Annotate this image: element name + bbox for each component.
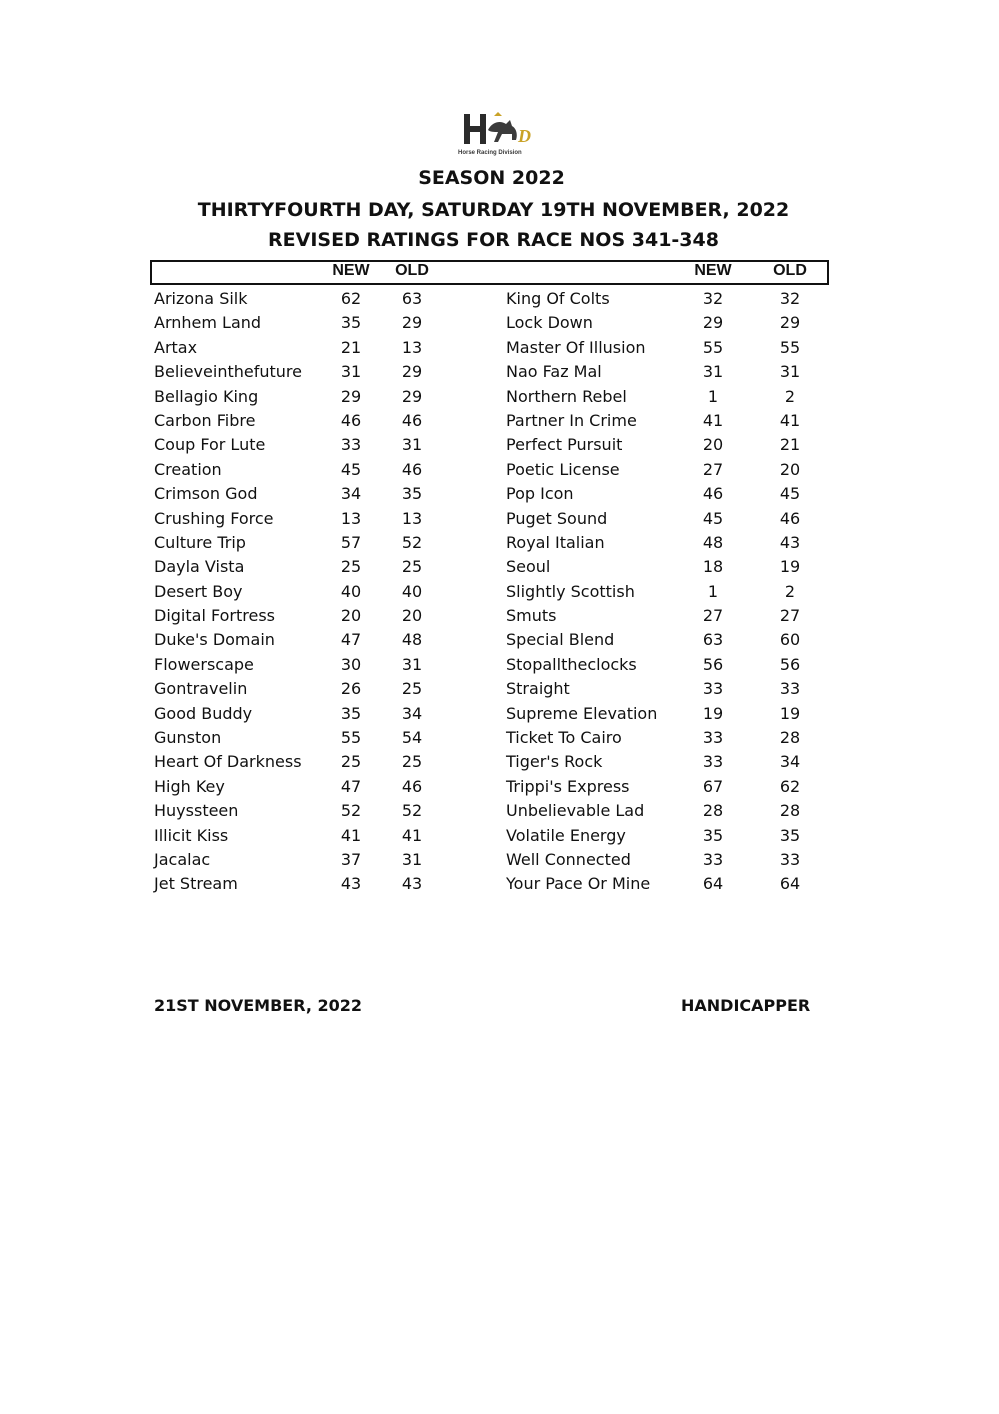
new-rating: 48 (702, 532, 724, 552)
old-rating: 41 (779, 410, 801, 430)
old-rating: 31 (401, 435, 423, 455)
new-rating: 37 (340, 849, 362, 869)
new-rating: 31 (702, 362, 724, 382)
horse-name: Supreme Elevation (506, 703, 658, 723)
horse-name: Well Connected (506, 849, 631, 869)
horse-name: Poetic License (506, 459, 620, 479)
new-rating: 33 (340, 435, 362, 455)
new-rating: 40 (340, 581, 362, 601)
new-rating: 29 (702, 313, 724, 333)
horse-name: Gontravelin (154, 679, 248, 699)
old-rating: 34 (779, 752, 801, 772)
new-rating: 33 (702, 728, 724, 748)
new-rating: 47 (340, 630, 362, 650)
old-rating: 33 (779, 849, 801, 869)
horse-name: Arizona Silk (154, 289, 248, 308)
new-rating: 35 (340, 313, 362, 333)
horse-name: Coup For Lute (154, 435, 266, 455)
new-rating: 18 (702, 557, 724, 577)
new-rating: 33 (702, 752, 724, 772)
footer-signature: HANDICAPPER (681, 996, 811, 1015)
old-rating: 54 (401, 728, 423, 748)
logo-caption: Horse Racing Division (458, 150, 522, 156)
column-header-old-left: OLD (395, 262, 429, 279)
old-rating: 45 (779, 484, 801, 504)
horse-name: Creation (154, 459, 222, 479)
new-rating: 25 (340, 557, 362, 577)
table-row (0, 726, 999, 750)
old-rating: 27 (779, 606, 801, 626)
season-heading: SEASON 2022 (418, 167, 565, 189)
table-row (0, 311, 999, 335)
new-rating: 41 (340, 825, 362, 845)
ratings-heading: REVISED RATINGS FOR RACE NOS 341-348 (268, 229, 719, 251)
horse-name: Ticket To Cairo (506, 728, 622, 748)
horse-name: Culture Trip (154, 532, 246, 552)
table-row (0, 531, 999, 555)
old-rating: 35 (779, 825, 801, 845)
new-rating: 47 (340, 776, 362, 796)
table-row (0, 702, 999, 726)
old-rating: 52 (401, 532, 423, 552)
new-rating: 45 (340, 459, 362, 479)
horse-name: Pop Icon (506, 484, 574, 504)
new-rating: 13 (340, 508, 362, 528)
horse-name: Heart Of Darkness (154, 752, 302, 772)
horse-name: Good Buddy (154, 703, 253, 723)
horse-name: Straight (506, 679, 570, 699)
horse-name: Puget Sound (506, 508, 608, 528)
table-row (0, 628, 999, 652)
horse-name: Artax (154, 337, 198, 357)
new-rating: 20 (340, 606, 362, 626)
horse-name: Digital Fortress (154, 606, 275, 626)
old-rating: 62 (779, 776, 801, 796)
old-rating: 29 (401, 362, 423, 382)
horse-name: Volatile Energy (506, 825, 626, 845)
new-rating: 46 (702, 484, 724, 504)
old-rating: 20 (779, 459, 801, 479)
old-rating: 28 (779, 801, 801, 821)
new-rating: 27 (702, 606, 724, 626)
new-rating: 46 (340, 410, 362, 430)
new-rating: 1 (707, 386, 719, 406)
new-rating: 62 (340, 289, 362, 308)
table-row (0, 409, 999, 433)
old-rating: 46 (401, 776, 423, 796)
old-rating: 56 (779, 654, 801, 674)
horse-name: Crushing Force (154, 508, 274, 528)
old-rating: 33 (779, 679, 801, 699)
table-row (0, 555, 999, 579)
old-rating: 13 (401, 337, 423, 357)
horse-name: Jet Stream (154, 874, 238, 894)
table-row (0, 750, 999, 774)
new-rating: 56 (702, 654, 724, 674)
table-row (0, 385, 999, 409)
old-rating: 34 (401, 703, 423, 723)
horse-name: Desert Boy (154, 581, 243, 601)
table-row (0, 775, 999, 799)
table-row (0, 287, 999, 311)
horse-name: Stopalltheclocks (506, 654, 637, 674)
old-rating: 31 (401, 849, 423, 869)
table-row (0, 604, 999, 628)
old-rating: 25 (401, 752, 423, 772)
old-rating: 20 (401, 606, 423, 626)
old-rating: 46 (401, 459, 423, 479)
new-rating: 55 (702, 337, 724, 357)
old-rating: 25 (401, 679, 423, 699)
new-rating: 55 (340, 728, 362, 748)
old-rating: 64 (779, 874, 801, 894)
horse-name: Master Of Illusion (506, 337, 646, 357)
new-rating: 63 (702, 630, 724, 650)
horse-name: Huyssteen (154, 801, 239, 821)
new-rating: 33 (702, 679, 724, 699)
old-rating: 19 (779, 557, 801, 577)
new-rating: 28 (702, 801, 724, 821)
horse-name: Arnhem Land (154, 313, 262, 333)
horse-name: Flowerscape (154, 654, 254, 674)
new-rating: 19 (702, 703, 724, 723)
horse-name: Gunston (154, 728, 222, 748)
old-rating: 32 (779, 289, 801, 308)
old-rating: 2 (784, 581, 796, 601)
new-rating: 34 (340, 484, 362, 504)
horse-name: Trippi's Express (506, 776, 630, 796)
old-rating: 60 (779, 630, 801, 650)
table-row (0, 799, 999, 823)
old-rating: 55 (779, 337, 801, 357)
old-rating: 21 (779, 435, 801, 455)
old-rating: 43 (779, 532, 801, 552)
new-rating: 20 (702, 435, 724, 455)
old-rating: 25 (401, 557, 423, 577)
horse-name: Royal Italian (506, 532, 605, 552)
old-rating: 35 (401, 484, 423, 504)
horse-name: Slightly Scottish (506, 581, 635, 601)
horse-name: Crimson God (154, 484, 258, 504)
column-header-new-right: NEW (694, 262, 732, 279)
table-row (0, 677, 999, 701)
horse-name: Special Blend (506, 630, 615, 650)
old-rating: 19 (779, 703, 801, 723)
table-row (0, 848, 999, 872)
horse-name: Duke's Domain (154, 630, 275, 650)
old-rating: 46 (779, 508, 801, 528)
old-rating: 52 (401, 801, 423, 821)
old-rating: 29 (401, 386, 423, 406)
new-rating: 30 (340, 654, 362, 674)
column-header-new-left: NEW (332, 262, 370, 279)
ratings-table (0, 287, 999, 897)
horse-name: Tiger's Rock (506, 752, 603, 772)
new-rating: 25 (340, 752, 362, 772)
old-rating: 13 (401, 508, 423, 528)
horse-name: Lock Down (506, 313, 593, 333)
horse-logo-icon (458, 110, 548, 150)
new-rating: 52 (340, 801, 362, 821)
new-rating: 35 (702, 825, 724, 845)
horse-name: Unbelievable Lad (506, 801, 645, 821)
table-row (0, 872, 999, 896)
new-rating: 57 (340, 532, 362, 552)
column-header-old-right: OLD (773, 262, 807, 279)
horse-name: Dayla Vista (154, 557, 245, 577)
horse-name: Nao Faz Mal (506, 362, 602, 382)
hrd-logo (458, 110, 548, 162)
new-rating: 64 (702, 874, 724, 894)
horse-name: Perfect Pursuit (506, 435, 623, 455)
table-row (0, 580, 999, 604)
new-rating: 41 (702, 410, 724, 430)
race-day-heading: THIRTYFOURTH DAY, SATURDAY 19TH NOVEMBER, 2022 (197, 199, 790, 221)
new-rating: 26 (340, 679, 362, 699)
old-rating: 40 (401, 581, 423, 601)
new-rating: 31 (340, 362, 362, 382)
new-rating: 32 (702, 289, 724, 308)
old-rating: 2 (784, 386, 796, 406)
old-rating: 48 (401, 630, 423, 650)
horse-name: Carbon Fibre (154, 410, 256, 430)
table-row (0, 507, 999, 531)
old-rating: 46 (401, 410, 423, 430)
svg-text:D: D (518, 126, 531, 146)
horse-name: Smuts (506, 606, 557, 626)
new-rating: 21 (340, 337, 362, 357)
horse-name: Partner In Crime (506, 410, 637, 430)
footer-date: 21ST NOVEMBER, 2022 (154, 996, 362, 1015)
horse-name: Northern Rebel (506, 386, 627, 406)
horse-name: High Key (154, 776, 225, 796)
new-rating: 27 (702, 459, 724, 479)
new-rating: 43 (340, 874, 362, 894)
old-rating: 29 (779, 313, 801, 333)
horse-name: Bellagio King (154, 386, 259, 406)
old-rating: 31 (401, 654, 423, 674)
table-row (0, 336, 999, 360)
table-row (0, 482, 999, 506)
horse-name: King Of Colts (506, 289, 610, 308)
new-rating: 1 (707, 581, 719, 601)
table-row (0, 653, 999, 677)
table-row (0, 360, 999, 384)
table-row (0, 433, 999, 457)
new-rating: 33 (702, 849, 724, 869)
old-rating: 41 (401, 825, 423, 845)
horse-name: Jacalac (154, 849, 211, 869)
old-rating: 28 (779, 728, 801, 748)
old-rating: 63 (401, 289, 423, 308)
new-rating: 29 (340, 386, 362, 406)
horse-name: Believeinthefuture (154, 362, 302, 382)
table-row (0, 824, 999, 848)
new-rating: 35 (340, 703, 362, 723)
horse-name: Your Pace Or Mine (506, 874, 651, 894)
horse-name: Illicit Kiss (154, 825, 229, 845)
horse-name: Seoul (506, 557, 551, 577)
old-rating: 31 (779, 362, 801, 382)
table-row (0, 458, 999, 482)
new-rating: 45 (702, 508, 724, 528)
old-rating: 29 (401, 313, 423, 333)
new-rating: 67 (702, 776, 724, 796)
old-rating: 43 (401, 874, 423, 894)
